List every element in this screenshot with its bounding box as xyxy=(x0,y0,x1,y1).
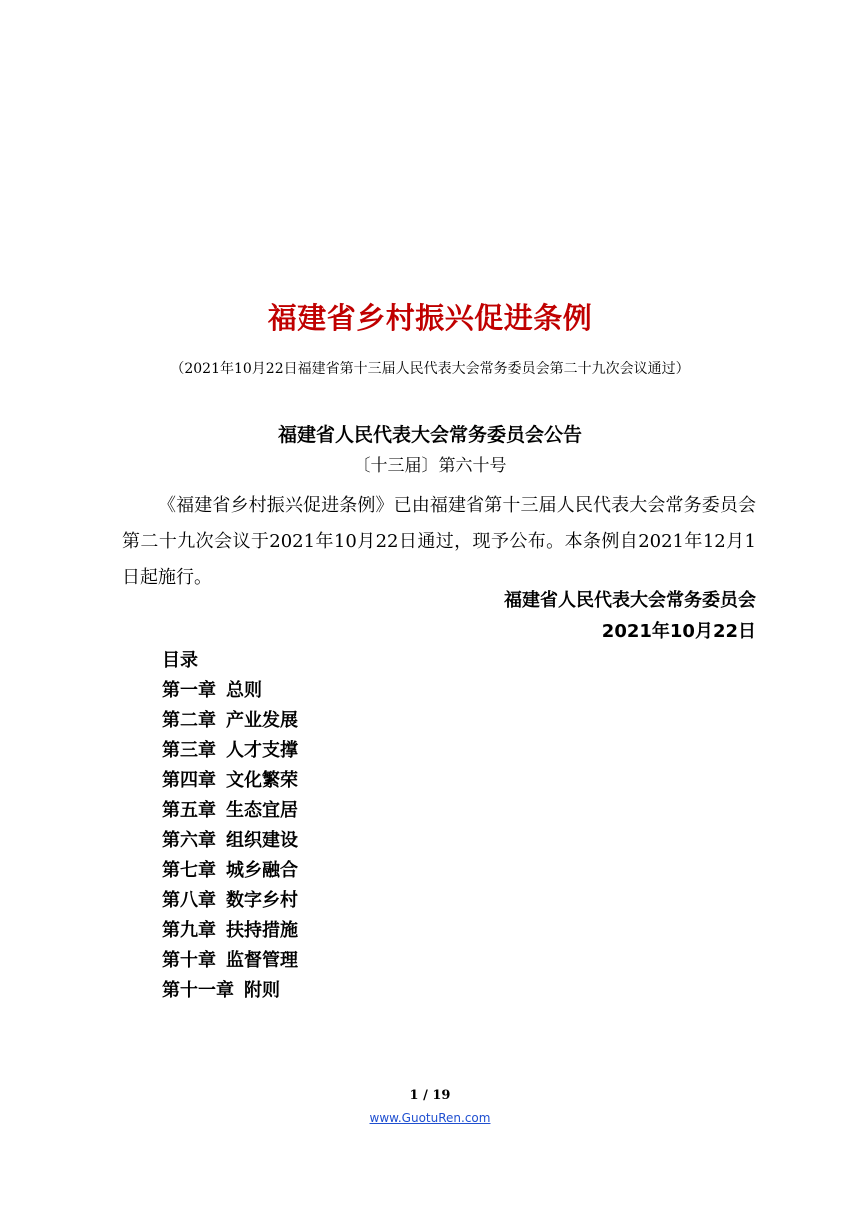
toc-heading: 目录 xyxy=(162,650,198,671)
toc-item-9 xyxy=(162,916,298,946)
toc-chapter-name: 监督管理 xyxy=(226,950,298,971)
signature-date: 2021年10月22日 xyxy=(601,621,756,642)
toc-item-4 xyxy=(162,766,298,796)
toc-chapter: 第七章 xyxy=(162,860,216,881)
toc-chapter-name: 人才支撑 xyxy=(226,740,298,761)
toc-chapter-name: 城乡融合 xyxy=(226,860,298,881)
document-title: 福建省乡村振兴促进条例 xyxy=(267,301,593,335)
toc-item-1 xyxy=(162,676,298,706)
document-subtitle: （2021年10月22日福建省第十三届人民代表大会常务委员会第二十九次会议通过） xyxy=(170,361,690,377)
toc-item-8 xyxy=(162,886,298,916)
toc-item-3 xyxy=(162,736,298,766)
toc-chapter-name: 数字乡村 xyxy=(226,890,298,911)
notice-body-paragraph: 《福建省乡村振兴促进条例》已由福建省第十三届人民代表大会常务委员会第二十九次会议于2021年10月22日通过，现予公布。本条例自2021年12月1日起施行。 xyxy=(122,495,756,588)
toc-chapter: 第九章 xyxy=(162,920,216,941)
toc-chapter: 第三章 xyxy=(162,740,216,761)
footer-link-wrap xyxy=(0,1111,860,1125)
toc-chapter-name: 产业发展 xyxy=(226,710,298,731)
table-of-contents xyxy=(162,646,298,1006)
toc-chapter-name: 生态宜居 xyxy=(226,800,298,821)
toc-chapter: 第二章 xyxy=(162,710,216,731)
toc-item-11 xyxy=(162,976,298,1006)
toc-chapter-name: 文化繁荣 xyxy=(226,770,298,791)
toc-chapter-name: 附则 xyxy=(244,980,280,1001)
toc-item-5 xyxy=(162,796,298,826)
toc-chapter: 第四章 xyxy=(162,770,216,791)
toc-chapter: 第八章 xyxy=(162,890,216,911)
website-link[interactable]: www.GuotuRen.com xyxy=(369,1111,491,1125)
toc-item-10 xyxy=(162,946,298,976)
toc-chapter: 第五章 xyxy=(162,800,216,821)
toc-item-7 xyxy=(162,856,298,886)
toc-chapter-name: 总则 xyxy=(226,680,262,701)
page-indicator: 1 / 19 xyxy=(409,1088,451,1103)
toc-chapter-name: 扶持措施 xyxy=(226,920,298,941)
toc-item-6 xyxy=(162,826,298,856)
toc-chapter: 第六章 xyxy=(162,830,216,851)
notice-number: 〔十三届〕第六十号 xyxy=(353,456,507,476)
toc-chapter: 第十一章 xyxy=(162,980,234,1001)
toc-chapter-name: 组织建设 xyxy=(226,830,298,851)
toc-item-2 xyxy=(162,706,298,736)
toc-chapter: 第一章 xyxy=(162,680,216,701)
toc-chapter: 第十章 xyxy=(162,950,216,971)
notice-heading: 福建省人民代表大会常务委员会公告 xyxy=(277,424,582,446)
signature-organization: 福建省人民代表大会常务委员会 xyxy=(504,590,756,611)
